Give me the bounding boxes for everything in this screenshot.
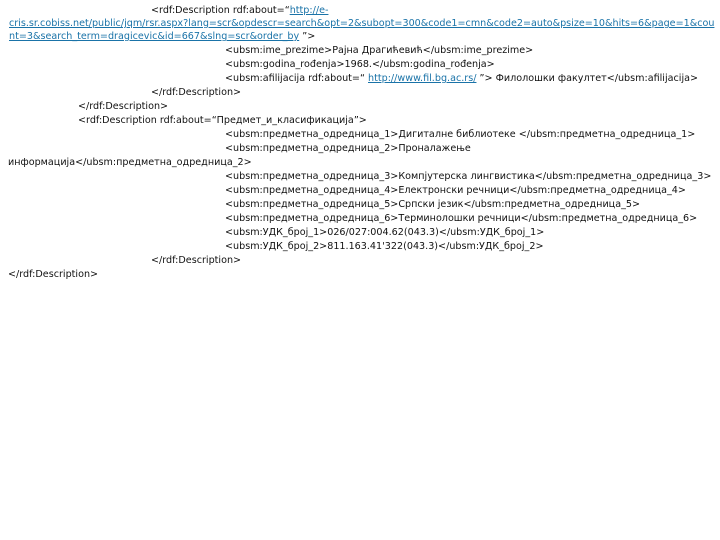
cobiss-link-line-3 (9, 30, 315, 43)
rdf-description-open (151, 4, 328, 17)
godina-rodjenja-line: <ubsm:godina_rođenja>1968.</ubsm:godina_rođenja> (225, 59, 495, 70)
predmetna-odrednica-6: <ubsm:предметна_одредница_6>Терминолошки речници</ubsm:предметна_одредница_6> (225, 213, 698, 224)
cobiss-link-part1[interactable]: http://e- (289, 5, 329, 16)
rdf-about-suffix: ”> (299, 31, 316, 42)
afilijacija-prefix: <ubsm:afilijacija rdf:about=“ (225, 73, 368, 84)
rdf-description-close-1: </rdf:Description> (151, 87, 242, 98)
fil-bg-link[interactable]: http://www.fil.bg.ac.rs/ (368, 73, 477, 84)
udk-broj-1: <ubsm:УДК_број_1>026/027:004.62(043.3)</ubsm:УДК_број_1> (225, 227, 545, 238)
udk-broj-2: <ubsm:УДК_број_2>811.163.41'322(043.3)</ubsm:УДК_број_2> (225, 241, 544, 252)
ime-prezime-line: <ubsm:ime_prezime>Рајна Драгићевић</ubsm:ime_prezime> (225, 45, 534, 56)
predmetna-odrednica-1: <ubsm:предметна_одредница_1>Дигиталне библиотеке </ubsm:предметна_одредница_1> (225, 129, 696, 140)
predmetna-odrednica-5: <ubsm:предметна_одредница_5>Српски језик</ubsm:предметна_одредница_5> (225, 199, 641, 210)
rdf-description-predmet-open: <rdf:Description rdf:about=“Предмет_и_класификација”> (78, 115, 367, 126)
rdf-description-close-2: </rdf:Description> (78, 101, 169, 112)
rdf-about-prefix: <rdf:Description rdf:about=“ (151, 5, 290, 16)
predmetna-odrednica-2-start: <ubsm:предметна_одредница_2>Проналажење (225, 143, 471, 154)
cobiss-link-part2[interactable]: cris.sr.cobiss.net/public/jqm/rsr.aspx?lang=scr&opdescr=search&opt=2&subopt=300&code1=cmn&code2=auto&psize=10&hits=6&page=1&cou (9, 18, 715, 29)
predmetna-odrednica-3: <ubsm:предметна_одредница_3>Компјутерска лингвистика</ubsm:предметна_одредница_3> (225, 171, 712, 182)
predmetna-odrednica-4: <ubsm:предметна_одредница_4>Електронски речници</ubsm:предметна_одредница_4> (225, 185, 686, 196)
afilijacija-line (225, 72, 698, 85)
predmetna-odrednica-2-end: информација</ubsm:предметна_одредница_2> (8, 157, 252, 168)
cobiss-link-part3[interactable]: nt=3&search_term=dragicevic&id=667&slng=scr&order_by (9, 31, 300, 42)
rdf-description-close-4: </rdf:Description> (8, 269, 99, 280)
cobiss-link-line-2 (9, 17, 714, 30)
rdf-description-close-3: </rdf:Description> (151, 255, 242, 266)
afilijacija-suffix: ”> Филолошки факултет</ubsm:afilijacija> (476, 73, 699, 84)
